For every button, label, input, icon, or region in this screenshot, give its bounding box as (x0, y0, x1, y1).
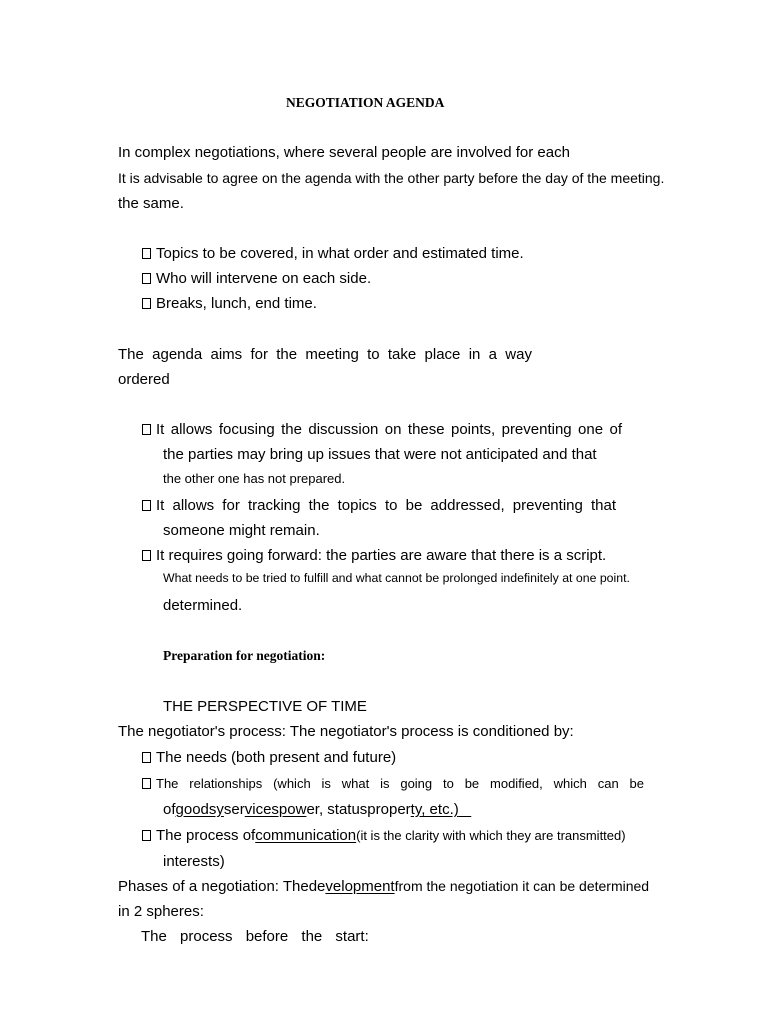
text-part: (it is the clarity with which they are transmitted) (356, 828, 626, 843)
benefit-1-line-3: the other one has not prepared. (163, 471, 346, 486)
agenda-item (142, 246, 524, 261)
intro-line-2: It is advisable to agree on the agenda with the other party before the day of the meeting. (118, 170, 665, 186)
condition-3-line-1 (142, 828, 626, 843)
condition-3-line-2: interests) (163, 853, 225, 870)
checkbox-bullet-icon (142, 298, 151, 309)
benefit-2-line-1 (142, 498, 616, 513)
phases-line-1 (118, 879, 649, 894)
benefit-3-text: It requires going forward: the parties are aware that there is a script. (156, 547, 607, 564)
checkbox-bullet-icon (142, 424, 151, 435)
agenda-item-text: Topics to be covered, in what order and estimated time. (156, 245, 524, 262)
benefit-1-line-2: the parties may bring up issues that were not anticipated and that (163, 446, 597, 463)
document-title: NEGOTIATION AGENDA (286, 95, 445, 110)
intro-line-3: the same. (118, 195, 184, 212)
checkbox-bullet-icon (142, 248, 151, 259)
text-part: er, statusproper (306, 801, 411, 818)
benefit-3-line-2: What needs to be tried to fulfill and what cannot be prolonged indefinitely at one point. (163, 571, 630, 585)
underlined-text: communication (255, 827, 357, 844)
benefit-1-text: It allows focusing the discussion on these points, preventing one of (156, 421, 622, 438)
perspective-heading: THE PERSPECTIVE OF TIME (163, 698, 367, 715)
text-part: Phases of a negotiation: The (118, 878, 309, 895)
condition-1-text: The needs (both present and future) (156, 749, 397, 766)
preparation-heading: Preparation for negotiation: (163, 648, 326, 663)
text-part: de (308, 878, 326, 895)
text-part: ser (223, 801, 245, 818)
condition-2-text: The relationships (which is what is going to be modified, which can be (156, 776, 644, 791)
underlined-text: vicespow (244, 801, 307, 818)
condition-1 (142, 750, 396, 765)
benefit-3-line-1 (142, 548, 606, 563)
benefit-2-text: It allows for tracking the topics to be addressed, preventing that (156, 497, 616, 514)
checkbox-bullet-icon (142, 500, 151, 511)
checkbox-bullet-icon (142, 273, 151, 284)
text-part: from the negotiation it can be determined (394, 878, 650, 894)
checkbox-bullet-icon (142, 550, 151, 561)
checkbox-bullet-icon (142, 830, 151, 841)
process-line: The negotiator's process: The negotiator's process is conditioned by: (118, 723, 574, 740)
agenda-item-text: Breaks, lunch, end time. (156, 295, 317, 312)
underlined-text: velopment (325, 878, 395, 895)
condition-2-line-1 (142, 777, 644, 790)
benefit-3-line-3: determined. (163, 597, 243, 614)
agenda-item (142, 296, 317, 311)
phases-line-2: in 2 spheres: (118, 903, 204, 920)
benefit-1-line-1 (142, 422, 622, 437)
condition-2-line-2 (163, 802, 471, 817)
benefit-2-line-2: someone might remain. (163, 522, 320, 539)
text-part: of (163, 801, 176, 818)
underlined-text: goodsy (175, 801, 224, 818)
agenda-item-text: Who will intervene on each side. (156, 270, 372, 287)
text-part: The process of (156, 827, 256, 844)
intro-line-1: In complex negotiations, where several people are involved for each (118, 144, 570, 161)
agenda-item (142, 271, 371, 286)
checkbox-bullet-icon (142, 778, 151, 789)
underlined-text: ty, etc.) (410, 801, 459, 818)
aim-line-1: The agenda aims for the meeting to take place in a way (118, 346, 532, 363)
last-line: The process before the start: (141, 928, 369, 945)
underlined-text (459, 801, 472, 818)
checkbox-bullet-icon (142, 752, 151, 763)
aim-line-2: ordered (118, 371, 170, 388)
